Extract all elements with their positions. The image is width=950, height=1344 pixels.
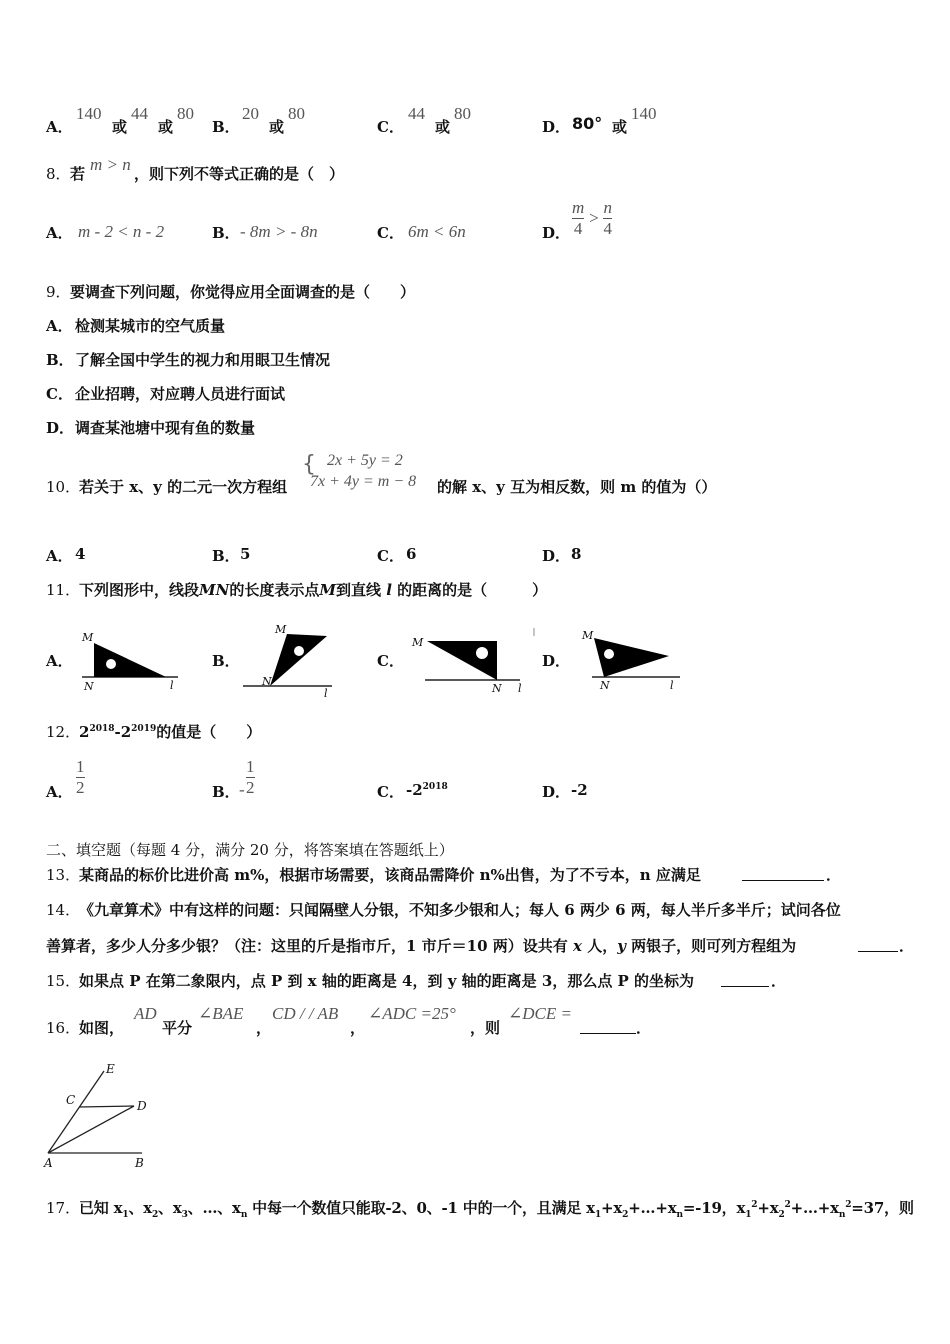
q7-d-or: 或 [612, 118, 628, 136]
q11-a-label: A． [46, 652, 73, 670]
q8-a-label: A． [46, 224, 73, 242]
q9-c-label: C． [46, 385, 73, 403]
q8-condition: m > n [90, 155, 131, 174]
q8-d-num2: n [603, 198, 612, 217]
q12-b-sign: - [239, 780, 245, 799]
q7-b-label: B． [212, 118, 240, 136]
q14-end: ． [899, 937, 915, 955]
q16-ad: AD [134, 1004, 157, 1023]
q9-d-option: 调查某池塘中现有鱼的数量 [75, 419, 256, 437]
q16-fig-a: A [44, 1156, 53, 1170]
q7-c-or: 或 [435, 118, 451, 136]
q10-pre: 若关于 x、y 的二元一次方程组 [79, 478, 288, 496]
q9-a-option: 检测某城市的空气质量 [75, 317, 226, 335]
q11-a-m: M [82, 631, 94, 644]
q9-c-option: 企业招聘，对应聘人员进行面试 [75, 385, 286, 403]
q10-a-label: A． [46, 547, 73, 565]
q8-c-label: C． [377, 224, 404, 242]
q8-a-option: m - 2 < n - 2 [78, 222, 165, 241]
q7-a-or2: 或 [158, 118, 174, 136]
q9-stem: 要调查下列问题，你觉得应用全面调查的是（ ） [70, 283, 416, 301]
q7-d-label: D． [542, 118, 571, 136]
q16-angle-adc: ∠ADC =25° [368, 1004, 456, 1023]
q7-b-or: 或 [269, 118, 285, 136]
q7-b-value2: 80 [288, 104, 305, 123]
q8-post: ，则下列不等式正确的是（ ） [134, 165, 345, 183]
q11-d-m: M [582, 629, 594, 642]
q16-comma2: ， [350, 1019, 366, 1037]
q7-c-label: C． [377, 118, 404, 136]
q7-a-value3: 80 [177, 104, 194, 123]
q15-end: ． [771, 972, 787, 990]
q7-d-value1: 80° [572, 114, 603, 133]
q12-c-label: C． [377, 783, 404, 801]
q11-c-l: l [518, 682, 522, 695]
q17-number: 17． [46, 1199, 81, 1217]
q16-pre: 如图， [79, 1019, 125, 1037]
q11-d-l: l [670, 679, 674, 692]
q16-fig-c: C [66, 1093, 76, 1107]
q15-number: 15． [46, 972, 81, 990]
q17-text: 已知 $x_1$、$x_2$、$x_3$、…、$x_n$ 中每一个数值只能取-2、0、-1 中的一个，且满足 $x_1+x_2+\dots+x_n=-19$，$x_1^2+x_2^2+\dots+x_n^2=37$，则 [79, 1199, 914, 1220]
q10-d-label: D． [542, 547, 571, 565]
q16-fig-d: D [137, 1099, 147, 1113]
q10-c-label: C． [377, 547, 404, 565]
q11-a-l: l [170, 679, 174, 692]
q11-b-m: M [275, 623, 287, 636]
q16-end: ． [636, 1019, 652, 1037]
q10-number: 10． [46, 478, 81, 496]
q11-number: 11． [46, 581, 81, 599]
q7-c-value2: 80 [454, 104, 471, 123]
q16-angle-bae: ∠BAE [198, 1004, 244, 1023]
q8-b-option: - 8m > - 8n [240, 222, 318, 241]
q12-b-num: 1 [246, 757, 255, 776]
q11-b-l: l [324, 687, 328, 700]
q10-c-option: 6 [406, 545, 417, 563]
q10-b-option: 5 [240, 545, 251, 563]
q11-d-n: N [600, 679, 610, 692]
q10-brace: { [302, 452, 316, 477]
q16-comma1: ， [256, 1019, 272, 1037]
q10-eq1: 2x + 5y = 2 [327, 452, 403, 469]
q7-d-value2: 140 [631, 104, 657, 123]
q16-then: ，则 [470, 1019, 501, 1037]
q9-b-option: 了解全国中学生的视力和用眼卫生情况 [75, 351, 331, 369]
q14-number: 14． [46, 901, 81, 919]
q11-stem: 下列图形中，线段MN的长度表示点M到直线 l 的距离的是（ ） [79, 581, 548, 599]
q11-c-m: M [412, 636, 424, 649]
q7-a-or1: 或 [112, 118, 128, 136]
q12-b-den: 2 [246, 778, 255, 797]
q12-a-den: 2 [76, 778, 85, 797]
q12-d-label: D． [542, 783, 571, 801]
q12-a-num: 1 [76, 757, 85, 776]
q16-cd-parallel-ab: CD / / AB [272, 1004, 339, 1023]
q8-b-label: B． [212, 224, 240, 242]
q9-number: 9． [46, 283, 71, 301]
q10-d-option: 8 [571, 545, 582, 563]
q7-a-label: A． [46, 118, 73, 136]
q7-c-value1: 44 [408, 104, 425, 123]
q11-b-label: B． [212, 652, 240, 670]
section-2-title: 二、填空题（每题 4 分，满分 20 分，将答案填在答题纸上） [46, 841, 454, 859]
q16-fig-b: B [135, 1156, 144, 1170]
q8-c-option: 6m < 6n [408, 222, 466, 241]
q16-angle-dce: ∠DCE = [508, 1004, 572, 1023]
q8-d-num1: m [572, 198, 585, 217]
q10-b-label: B． [212, 547, 240, 565]
q9-b-label: B． [46, 351, 74, 369]
q12-c-option: $-2^{2018}$ [406, 781, 448, 799]
q10-eq2: 7x + 4y = m − 8 [310, 473, 417, 490]
q12-b-label: B． [212, 783, 240, 801]
q13-number: 13． [46, 866, 81, 884]
q11-a-n: N [84, 680, 94, 693]
q16-bisect: 平分 [162, 1019, 193, 1037]
q9-a-label: A． [46, 317, 73, 335]
q13-end: ． [826, 866, 842, 884]
q16-number: 16． [46, 1019, 81, 1037]
q8-d-op: > [589, 208, 599, 228]
q14-line1: 《九章算术》中有这样的问题：只闻隔壁人分银，不知多少银和人；每人 6 两少 6 两，每人半斤多半斤；试问各位 [79, 901, 841, 919]
q12-d-option: -2 [571, 781, 588, 799]
q8-d-den1: 4 [573, 219, 583, 238]
q7-a-value1: 140 [76, 104, 102, 123]
q8-d-den2: 4 [603, 219, 612, 238]
q11-c-label: C． [377, 652, 404, 670]
q7-a-value2: 44 [131, 104, 148, 123]
q16-fig-e: E [106, 1062, 115, 1076]
q11-d-label: D． [542, 652, 571, 670]
q9-d-label: D． [46, 419, 75, 437]
q11-b-n: N [262, 675, 272, 688]
q10-a-option: 4 [75, 545, 86, 563]
q12-a-label: A． [46, 783, 73, 801]
q7-b-value1: 20 [242, 104, 259, 123]
q11-c-n: N [492, 682, 502, 695]
q12-expression: $2^{2018}-2^{2019}$的值是（ ） [79, 723, 262, 741]
q14-line2: 善算者，多少人分多少银？（注：这里的斤是指市斤，1 市斤＝10 两）设共有 x 人，y 两银子，则可列方程组为 [46, 937, 797, 955]
q13-text: 某商品的标价比进价高 m%，根据市场需要，该商品需降价 n%出售，为了不亏本，n 应满足 [79, 866, 701, 884]
q12-number: 12． [46, 723, 81, 741]
q10-post: 的解 x、y 互为相反数，则 m 的值为（） [437, 478, 717, 496]
q15-text: 如果点 P 在第二象限内，点 P 到 x 轴的距离是 4，到 y 轴的距离是 3，那么点 P 的坐标为 [79, 972, 695, 990]
q8-number: 8． [46, 165, 71, 183]
q8-d-label: D． [542, 224, 571, 242]
q8-pre: 若 [70, 165, 86, 183]
